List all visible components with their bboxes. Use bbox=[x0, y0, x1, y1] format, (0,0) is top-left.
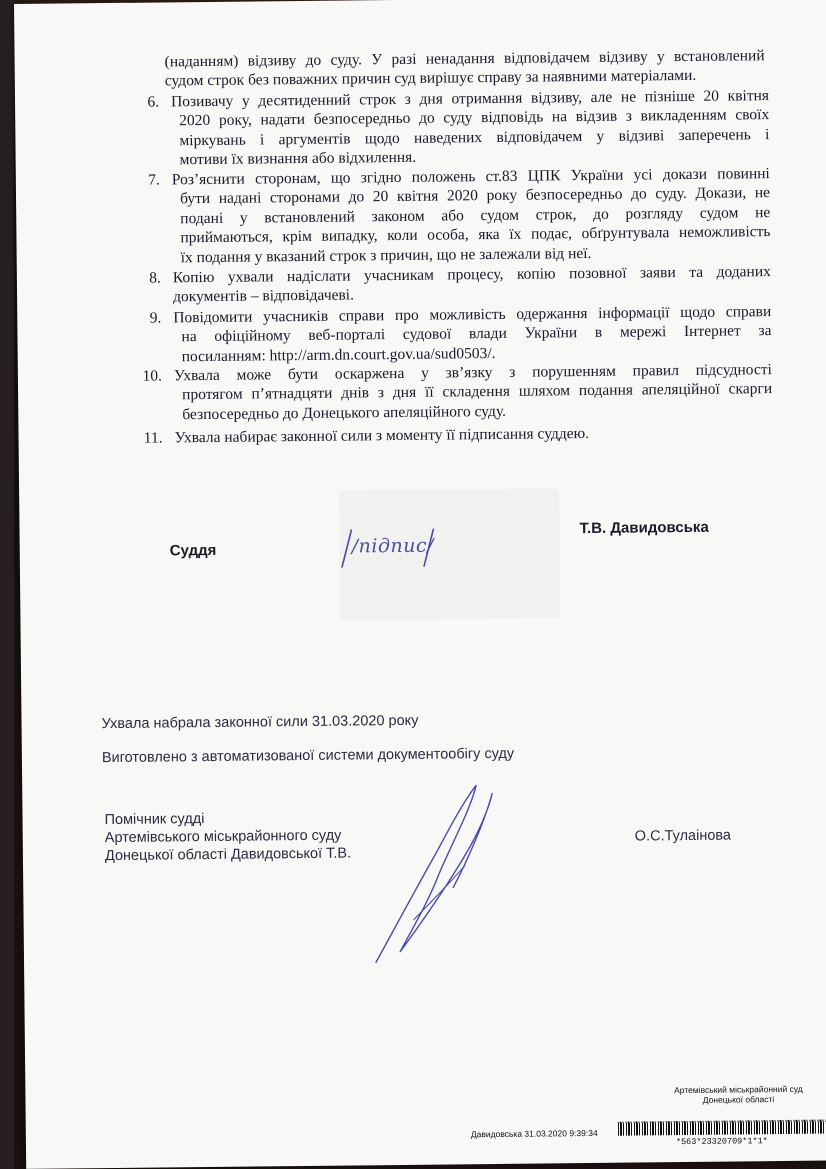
item-line: Ухвала набирає законної сили з моменту її підписання суддею. bbox=[174, 425, 590, 447]
item-line: Повідомити учасників справи про можливість одержання інформації щодо справи bbox=[173, 303, 772, 327]
item-line: безпосередньо до Донецького апеляційного суду. bbox=[182, 402, 507, 424]
item-number: 9. bbox=[149, 309, 162, 327]
signature-stamp-text: /підпис/ bbox=[351, 534, 435, 558]
assistant-line: Артемівського міськрайонного суду bbox=[104, 827, 342, 847]
item-number: 11. bbox=[143, 429, 163, 447]
item-line: документів – відповідачеві. bbox=[172, 286, 355, 306]
assistant-line: Помічник судді bbox=[104, 811, 205, 829]
handwritten-signature-icon bbox=[352, 779, 514, 971]
item-line: Копію ухвали надіслати учасникам процесу, копію позовної заяви та доданих bbox=[172, 263, 771, 287]
signature-stamp bbox=[337, 523, 438, 574]
item-line: міркувань і аргументів щодо наведених відповідачем у відзиві заперечень і bbox=[179, 125, 770, 150]
barcode-icon bbox=[618, 1119, 826, 1135]
judge-label: Суддя bbox=[169, 541, 217, 560]
document-content bbox=[14, 0, 826, 1169]
item-line: на офіційному веб-порталі судової влади України в мережі Інтернет за bbox=[181, 322, 772, 346]
footer-organization bbox=[653, 1084, 823, 1106]
footer-org-line: Артемівський міськрайонний суд bbox=[674, 1083, 803, 1096]
item-line: Роз’яснити сторонам, що згідно положень ст.83 ЦПК України усі докази повинні bbox=[171, 165, 770, 189]
assistant-block bbox=[104, 809, 351, 866]
item-number: 8. bbox=[149, 269, 161, 287]
item-line: бути надані сторонами до 20 квітня 2020 року безпосередньо до суду. Докази, не bbox=[179, 184, 771, 208]
list-item bbox=[165, 46, 765, 91]
item-line: Ухвала може бути оскаржена у зв’язку з порушенням правил підсудності bbox=[173, 361, 772, 385]
item-line: їх подання у вказаний строк з причин, що не залежали від неї. bbox=[180, 244, 592, 266]
footer-org-line: Донецької області bbox=[702, 1094, 775, 1105]
assistant-line: Донецької області Давидовської Т.В. bbox=[104, 845, 352, 865]
assistant-name: О.С.Тулаінова bbox=[634, 827, 732, 845]
document-page bbox=[14, 0, 826, 1169]
item-line: Позивачу у десятиденний строк з дня отримання відзиву, але не пізніше 20 квітня bbox=[170, 87, 770, 111]
item-line: приймаються, крім випадку, коли особа, яка їх подає, обґрунтувала неможливість bbox=[180, 223, 771, 247]
item-line: судом строк без поважних причин суд вирішує справу за наявними матеріалами. bbox=[164, 67, 697, 90]
effective-date-note: Ухвала набрала законної сили 31.03.2020 року bbox=[101, 712, 419, 733]
item-line: мотиви їх визнання або відхилення. bbox=[179, 149, 417, 169]
barcode-code: *563*23320709*1*1* bbox=[675, 1136, 768, 1148]
item-line: 2020 року, надати безпосередньо до суду відповідь на відзив з викладенням своїх bbox=[179, 106, 770, 130]
item-number: 6. bbox=[147, 93, 160, 111]
generated-note: Виготовлено з автоматизованої системи документообігу суду bbox=[101, 745, 515, 767]
item-number: 7. bbox=[148, 171, 160, 189]
item-line: (наданням) відзиву до суду. У разі ненадання відповідачем відзиву у встановлений bbox=[164, 47, 765, 71]
item-number: 10. bbox=[142, 367, 162, 385]
judge-name: Т.В. Давидовська bbox=[579, 518, 709, 538]
item-line: протягом п’ятнадцяти днів з дня її складення шляхом подання апеляційної скарги bbox=[182, 380, 773, 404]
footer-signed-by: Давидовська 31.03.2020 9:39:34 bbox=[470, 1127, 598, 1140]
item-line: подані у встановлений законом або судом строк, до розгляду судом не bbox=[180, 203, 771, 228]
scan-left-edge bbox=[0, 0, 14, 1169]
item-line: посиланням: http://arm.dn.court.gov.ua/sud0503/. bbox=[181, 344, 496, 366]
